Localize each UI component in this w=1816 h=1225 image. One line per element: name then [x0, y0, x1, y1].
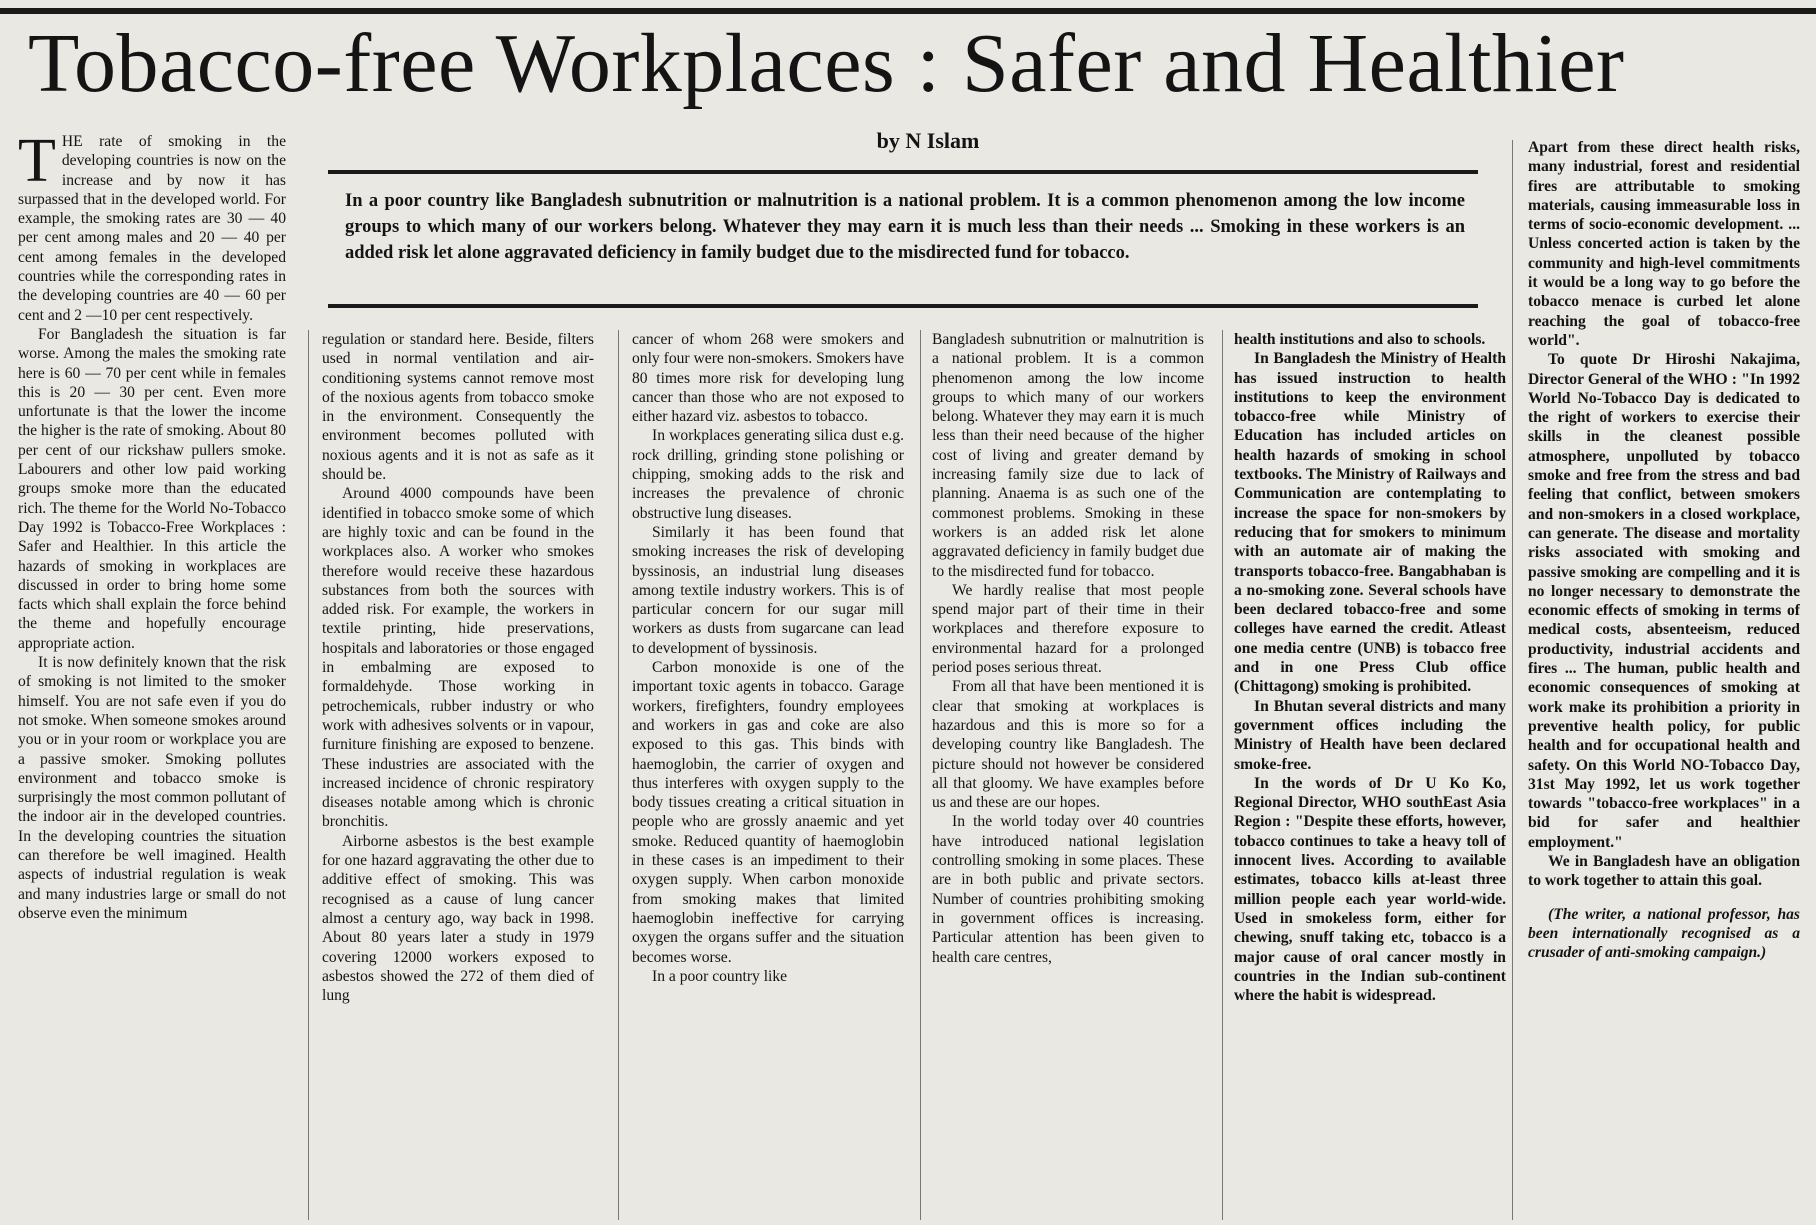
headline: Tobacco-free Workplaces : Safer and Healthier: [28, 17, 1625, 110]
column-2: [322, 330, 594, 1222]
column-4: [932, 330, 1204, 1222]
pullquote-bottom-rule: [328, 304, 1478, 308]
column-divider: [308, 330, 309, 1220]
paragraph: In Bangladesh the Ministry of Health has issued instruction to health institutions to keep the environment tobacco-free while Ministry of Education has included articles on health hazards of smoking in school textbooks. The Ministry of Railways and Communication are contemplating to increase the space for non-smokers by reducing that for smokers to minimum with an automate air of making the transports tobacco-free. Bangabhaban is a no-smoking zone. Several schools have been declared tobacco-free and some colleges have earned the credit. Atleast one media centre (UNB) is tobacco free and in one Press Club office (Chittagong) smoking is prohibited.: [1234, 350, 1506, 696]
paragraph: regulation or standard here. Beside, filters used in normal ventilation and air-conditioning systems cannot remove most of the noxious agents from tobacco smoke in the environment. Consequently the environment becomes polluted with noxious agents and it is not as safe as it should be.: [322, 331, 594, 484]
column-6: [1528, 138, 1800, 1222]
paragraph: For Bangladesh the situation is far worse. Among the males the smoking rate here is 60 — 70 per cent while in females this is 20 — 30 per cent. Even more unfortunate is that the lower the income the higher is the rate of smoking. About 80 per cent of our rickshaw pullers smoke. Labourers and other low paid working groups smoke more than the educated rich. The theme for the World No-Tobacco Day 1992 is Tobacco-Free Workplaces : Safer and Healthier. In this article the hazards of smoking in workplaces are discussed in order to bring home some facts which shall explain the force behind the theme and hopefully encourage appropriate action.: [18, 325, 286, 652]
column-divider: [618, 330, 619, 1220]
paragraph: Airborne asbestos is the best example for one hazard aggravating the other due to additive effect of smoking. This was recognised as a cause of lung cancer almost a century ago, way back in 1998. About 80 years later a study in 1979 covering 12000 workers exposed to asbestos showed the 272 of them died of lung: [322, 832, 594, 1005]
paragraph: In the world today over 40 countries have introduced national legislation controlling smoking in some places. These are in both public and private sectors. Number of countries prohibiting smoking in government offices is increasing. Particular attention has been given to health care centres,: [932, 813, 1204, 966]
paragraph: health institutions and also to schools.: [1234, 331, 1486, 348]
paragraph: We in Bangladesh have an obligation to work together to attain this goal.: [1528, 852, 1800, 890]
paragraph: HE rate of smoking in the developing countries is now on the increase and by now it has surpassed that in the developed world. For example, the smoking rates are 30 — 40 per cent among males and 20 — 40 per cent among females in the developed countries while the corresponding rates in the developing countries are 40 — 60 per cent and 2 —10 per cent respectively.: [18, 133, 286, 324]
paragraph: From all that have been mentioned it is clear that smoking at workplaces is hazardous and this is more so for a developing country like Bangladesh. The picture should not however be considered all that gloomy. We have examples before us and these are our hopes.: [932, 678, 1204, 812]
byline: by N Islam: [876, 128, 980, 153]
paragraph: cancer of whom 268 were smokers and only four were non-smokers. Smokers have 80 times more risk for developing lung cancer than those who are not exposed to either hazard viz. asbestos to tobacco.: [632, 331, 904, 426]
pullquote-top-rule: [328, 170, 1478, 174]
drop-cap: T: [18, 132, 56, 195]
pullquote: In a poor country like Bangladesh subnutrition or malnutrition is a national problem. It is a common phenomenon among the low income groups to which many of our workers belong. Whatever they may earn it is much less than their needs ... Smoking in these workers is an added risk let alone aggravated deficiency in family budget due to the misdirected fund for tobacco.: [345, 191, 1465, 263]
paragraph: Bangladesh subnutrition or malnutrition is a national problem. It is a common phenomenon among the low income groups to which many of our workers belong. Whatever they may earn it is much less than their need because of the higher cost of living and greater demand by increasing family size due to lack of planning. Anaema is as such one of the commonest problems. Smoking in these workers is an added risk let alone aggravated deficiency in family budget due to the misdirected fund for tobacco.: [932, 331, 1204, 580]
column-divider: [920, 330, 921, 1220]
paragraph: We hardly realise that most people spend major part of their time in their workplaces and therefore exposure to environmental hazard for a prolonged period poses serious threat.: [932, 581, 1204, 677]
paragraph: In Bhutan several districts and many government offices including the Ministry of Health have been declared smoke-free.: [1234, 697, 1506, 773]
column-1: [18, 132, 286, 1222]
paragraph: Similarly it has been found that smoking increases the risk of developing byssinosis, an industrial lung diseases among textile industry workers. This is of particular concern for our sugar mill workers as dusts from sugarcane can lead to development of byssinosis.: [632, 523, 904, 657]
author-note: (The writer, a national professor, has been internationally recognised as a crusader of anti-smoking campaign.): [1528, 905, 1800, 962]
paragraph: In workplaces generating silica dust e.g. rock drilling, grinding stone polishing or chipping, smoking adds to the risk and increases the prevalence of chronic obstructive lung diseases.: [632, 427, 904, 522]
column-divider: [1222, 330, 1223, 1220]
column-3: [632, 330, 904, 1222]
paragraph: Apart from these direct health risks, many industrial, forest and residential fires are attributable to smoking materials, causing immeasurable loss in terms of socio-economic development. ... Unless concerted action is taken by the community and high-level commitments it would be a long way to go before the tobacco menace is curbed let alone reaching the goal of tobacco-free world".: [1528, 139, 1800, 349]
paragraph: In a poor country like: [652, 967, 788, 985]
column-5: [1234, 330, 1506, 1222]
column-divider: [1512, 140, 1513, 1220]
paragraph: Around 4000 compounds have been identified in tobacco smoke some of which are highly toxic and can be found in the workplaces also. A worker who smokes therefore would receive these hazardous substances from both the sources with added risk. For example, the workers in textile printing, hide preservations, hospitals and laboratories or those engaged in embalming are exposed to formaldehyde. Those working in petrochemicals, rubber industry or who work with adhesives solvents or in vapour, furniture finishing are exposed to benzene. These industries are associated with the increased incidence of chronic respiratory diseases notable among which is chronic bronchitis.: [322, 485, 594, 831]
paragraph: It is now definitely known that the risk of smoking is not limited to the smoker himself. You are not safe even if you do not smoke. When someone smokes around you or in your room or workplace you are a passive smoker. Smoking pollutes environment and tobacco smoke is surprisingly the most common pollutant of the indoor air in the developed countries. In the developing countries the situation can therefore be well imagined. Health aspects of industrial regulation is weak and many industries large or small do not observe even the minimum: [18, 654, 286, 922]
paragraph: In the words of Dr U Ko Ko, Regional Director, WHO southEast Asia Region : "Despite these efforts, however, tobacco continues to take a heavy toll of innocent lives. According to available estimates, tobacco kills at-least three million people each year world-wide. Used in smokeless form, either for chewing, snuff taking etc, tobacco is a major cause of oral cancer mostly in countries in the Indian sub-continent where the habit is widespread.: [1234, 774, 1506, 1005]
paragraph: Carbon monoxide is one of the important toxic agents in tobacco. Garage workers, firefighters, foundry employees and workers in gas and coke are also exposed to this gas. This binds with haemoglobin, the carrier of oxygen and thus interferes with oxygen supply to the body tissues creating a critical situation in people who are grossly anaemic and yet smoke. Reduced quantity of haemoglobin in these cases is an impediment to their oxygen supply. When carbon monoxide from smoking makes that limited haemoglobin ineffective for carrying oxygen the organs suffer and the situation becomes worse.: [632, 659, 904, 966]
paragraph: To quote Dr Hiroshi Nakajima, Director General of the WHO : "In 1992 World No-Tobacco Day is dedicated to the right of workers to exercise their skills in the cleanest possible atmosphere, unpolluted by tobacco smoke and free from the stress and bad feeling that conflict, between smokers and non-smokers in a closed workplace, can generate. The disease and mortality risks associated with smoking and passive smoking are compelling and it is no longer necessary to demonstrate the economic effects of smoking in terms of medical costs, absenteeism, reduced productivity, industrial accidents and fires ... The human, public health and economic consequences of smoking at work make its prohibition a priority in preventive health policy, for public health and for occupational health and safety. On this World NO-Tobacco Day, 31st May 1992, let us work together towards "tobacco-free workplaces" in a bid for safer and healthier employment.": [1528, 351, 1800, 851]
